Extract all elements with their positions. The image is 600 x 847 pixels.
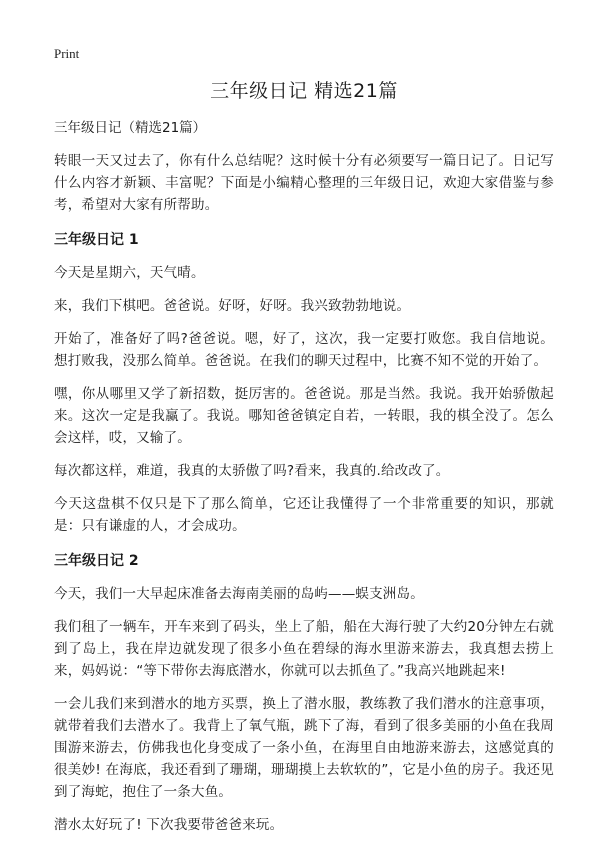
paragraph: 潜水太好玩了! 下次我要带爸爸来玩。 [54,817,284,833]
paragraph: 今天是星期六，天气晴。 [54,265,205,281]
paragraph: 一会儿我们来到潜水的地方买票，换上了潜水服，教练教了我们潜水的注意事项，就带着我们去潜水了。我背上了氧气瓶，跳下了海，看到了很多美丽的小鱼在我周围游来游去，仿佛我也化身变成了一条小鱼，在海里自由地游来游去，这感觉真的很美妙! 在海底，我还看到了珊瑚，珊瑚摸上去软软的”，它是小鱼的房子。我还见到了海蛇，抱住了一条大鱼。 [54,696,554,800]
section-heading: 三年级日记 2 [54,553,139,569]
diary-entry-2 [54,551,554,836]
paragraph: 每次都这样，难道，我真的太骄傲了吗?看来，我真的.给改改了。 [54,463,450,479]
section-heading: 三年级日记 1 [54,232,139,248]
diary-entry-1 [54,230,554,537]
paragraph: 我们租了一辆车，开车来到了码头，坐上了船，船在大海行驶了大约20分钟左右就到了岛上，我在岸边就发现了很多小鱼在碧绿的海水里游来游去，我真想去捞上来，妈妈说：“等下带你去海底潜水，你就可以去抓鱼了。”我高兴地跳起来! [54,619,554,679]
paragraph: 今天这盘棋不仅只是下了那么简单，它还让我懂得了一个非常重要的知识，那就是：只有谦虚的人，才会成功。 [54,496,554,534]
paragraph: 来，我们下棋吧。爸爸说。好呀，好呀。我兴致勃勃地说。 [54,298,411,314]
page-title: 三年级日记 精选21篇 [210,80,398,102]
paragraph: 开始了，准备好了吗?爸爸说。嗯，好了，这次，我一定要打败您。我自信地说。想打败我，没那么简单。爸爸说。在我们的聊天过程中，比赛不知不觉的开始了。 [54,331,554,369]
article-subtitle: 三年级日记（精选21篇） [54,120,207,136]
print-link[interactable]: Print [54,46,80,61]
paragraph: 嘿，你从哪里又学了新招数，挺厉害的。爸爸说。那是当然。我说。我开始骄傲起来。这次一定是我赢了。我说。哪知爸爸镇定自若，一转眼，我的棋全没了。怎么会这样，哎，又输了。 [54,386,554,446]
intro-paragraph: 转眼一天又过去了，你有什么总结呢？这时候十分有必须要写一篇日记了。日记写什么内容才新颖、丰富呢？下面是小编精心整理的三年级日记，欢迎大家借鉴与参考，希望对大家有所帮助。 [54,153,554,213]
paragraph: 今天，我们一大早起床准备去海南美丽的岛屿——蜈支洲岛。 [54,586,424,602]
article-body [54,118,554,847]
